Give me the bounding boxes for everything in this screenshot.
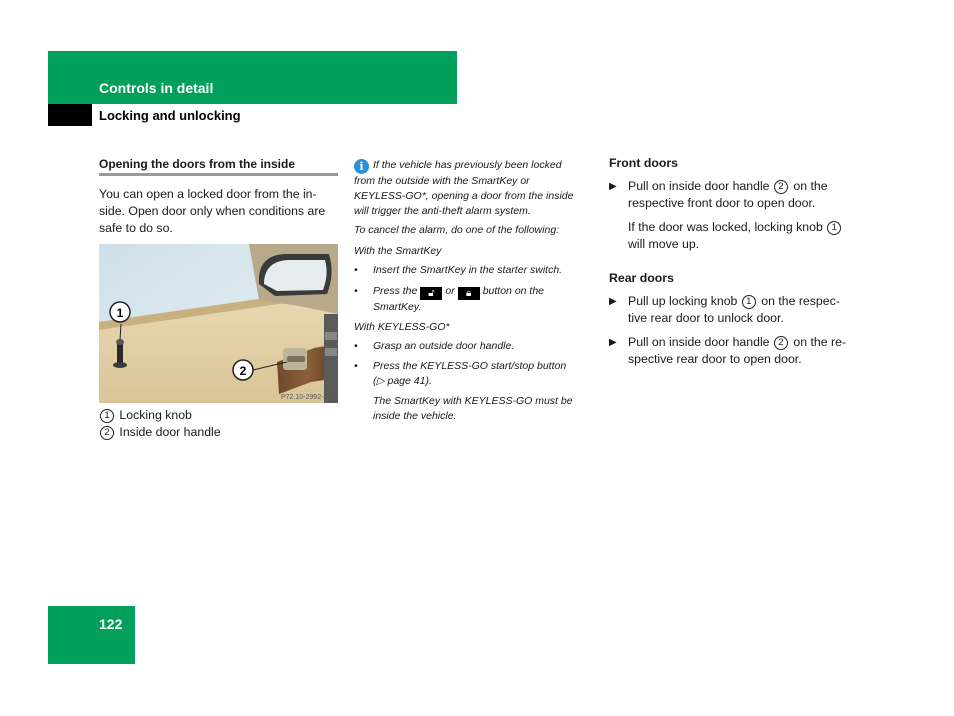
legend-label: Inside door handle bbox=[119, 425, 221, 439]
subheading-smartkey: With the SmartKey bbox=[354, 245, 442, 257]
bullet-text: Press the KEYLESS-GO start/stop button bbox=[373, 360, 567, 372]
chapter-title: Controls in detail bbox=[99, 80, 214, 96]
subsection-heading: Opening the doors from the inside bbox=[99, 157, 296, 171]
legend-item bbox=[99, 425, 221, 440]
bullet-icon: • bbox=[354, 360, 358, 372]
step-text: on the re- bbox=[793, 335, 847, 349]
note-text: will move up. bbox=[628, 237, 700, 251]
bullet-text: or bbox=[445, 285, 455, 297]
intro-line: safe to do so. bbox=[99, 221, 173, 235]
bullet-icon: • bbox=[354, 340, 358, 352]
note-line: If the vehicle has previously been locked bbox=[373, 159, 562, 171]
section-title: Locking and unlocking bbox=[99, 108, 241, 123]
intro-paragraph bbox=[99, 186, 338, 237]
note-line: inside the vehicle. bbox=[373, 410, 457, 422]
step-text: on the respec- bbox=[761, 294, 840, 308]
note-line: from the outside with the SmartKey or bbox=[354, 175, 530, 187]
info-icon: i bbox=[354, 159, 369, 174]
step-arrow-icon: ▶ bbox=[609, 296, 617, 307]
image-code: P72.10-2992-31 bbox=[281, 394, 332, 401]
bullet-text: Press the bbox=[373, 285, 418, 297]
bullet-item bbox=[373, 359, 588, 389]
door-photo bbox=[99, 244, 338, 403]
step-text: on the bbox=[793, 179, 828, 193]
callout-number: 2 bbox=[774, 336, 788, 350]
info-note bbox=[354, 158, 586, 219]
intro-line: side. Open door only when conditions are bbox=[99, 204, 326, 218]
callout-number: 1 bbox=[742, 295, 756, 309]
bullet-item: Insert the SmartKey in the starter switch. bbox=[373, 264, 563, 276]
heading-rule bbox=[99, 173, 338, 176]
section-marker bbox=[48, 104, 92, 126]
step-text: spective rear door to open door. bbox=[628, 352, 802, 366]
front-note bbox=[628, 219, 853, 253]
keyless-note bbox=[373, 394, 588, 424]
callout-1-label: 1 bbox=[116, 306, 124, 320]
step-arrow-icon: ▶ bbox=[609, 181, 617, 192]
intro-line: You can open a locked door from the in- bbox=[99, 187, 317, 201]
page-number: 122 bbox=[99, 616, 123, 632]
rear-doors-heading: Rear doors bbox=[609, 271, 674, 285]
header-bar bbox=[48, 51, 457, 104]
callout-2-label: 2 bbox=[239, 364, 247, 378]
note-line: will trigger the anti-theft alarm system. bbox=[354, 205, 531, 217]
bullet-icon: • bbox=[354, 285, 358, 297]
note-text: If the door was locked, locking knob bbox=[628, 220, 823, 234]
bullet-item: Grasp an outside door handle. bbox=[373, 340, 515, 352]
rear-step bbox=[628, 293, 853, 327]
note-line: The SmartKey with KEYLESS-GO must be bbox=[373, 395, 573, 407]
page-reference: (▷ page 41). bbox=[373, 375, 432, 387]
callout-number: 2 bbox=[100, 426, 114, 440]
step-text: Pull on inside door handle bbox=[628, 179, 770, 193]
subheading-keyless: With KEYLESS-GO* bbox=[354, 321, 450, 333]
front-step bbox=[628, 178, 853, 212]
rear-step bbox=[628, 334, 853, 368]
bullet-text: button on the bbox=[482, 285, 545, 297]
door-illustration bbox=[99, 244, 338, 403]
front-doors-heading: Front doors bbox=[609, 156, 678, 170]
lock-icon: 🔒︎ bbox=[458, 287, 480, 300]
cancel-instruction: To cancel the alarm, do one of the following: bbox=[354, 224, 560, 236]
step-text: Pull up locking knob bbox=[628, 294, 738, 308]
callout-number: 2 bbox=[774, 180, 788, 194]
step-text: tive rear door to unlock door. bbox=[628, 311, 784, 325]
callout-number: 1 bbox=[100, 409, 114, 423]
step-text: respective front door to open door. bbox=[628, 196, 816, 210]
legend-label: Locking knob bbox=[119, 408, 192, 422]
bullet-item bbox=[373, 284, 588, 315]
note-line: KEYLESS-GO*, opening a door from the inside bbox=[354, 190, 574, 202]
step-arrow-icon: ▶ bbox=[609, 337, 617, 348]
bullet-icon: • bbox=[354, 264, 358, 276]
unlock-icon: 🔓︎ bbox=[420, 287, 442, 300]
step-text: Pull on inside door handle bbox=[628, 335, 770, 349]
bullet-text: SmartKey. bbox=[373, 301, 422, 313]
callout-number: 1 bbox=[827, 221, 841, 235]
legend-item bbox=[99, 408, 192, 423]
page-number-box bbox=[48, 606, 135, 664]
